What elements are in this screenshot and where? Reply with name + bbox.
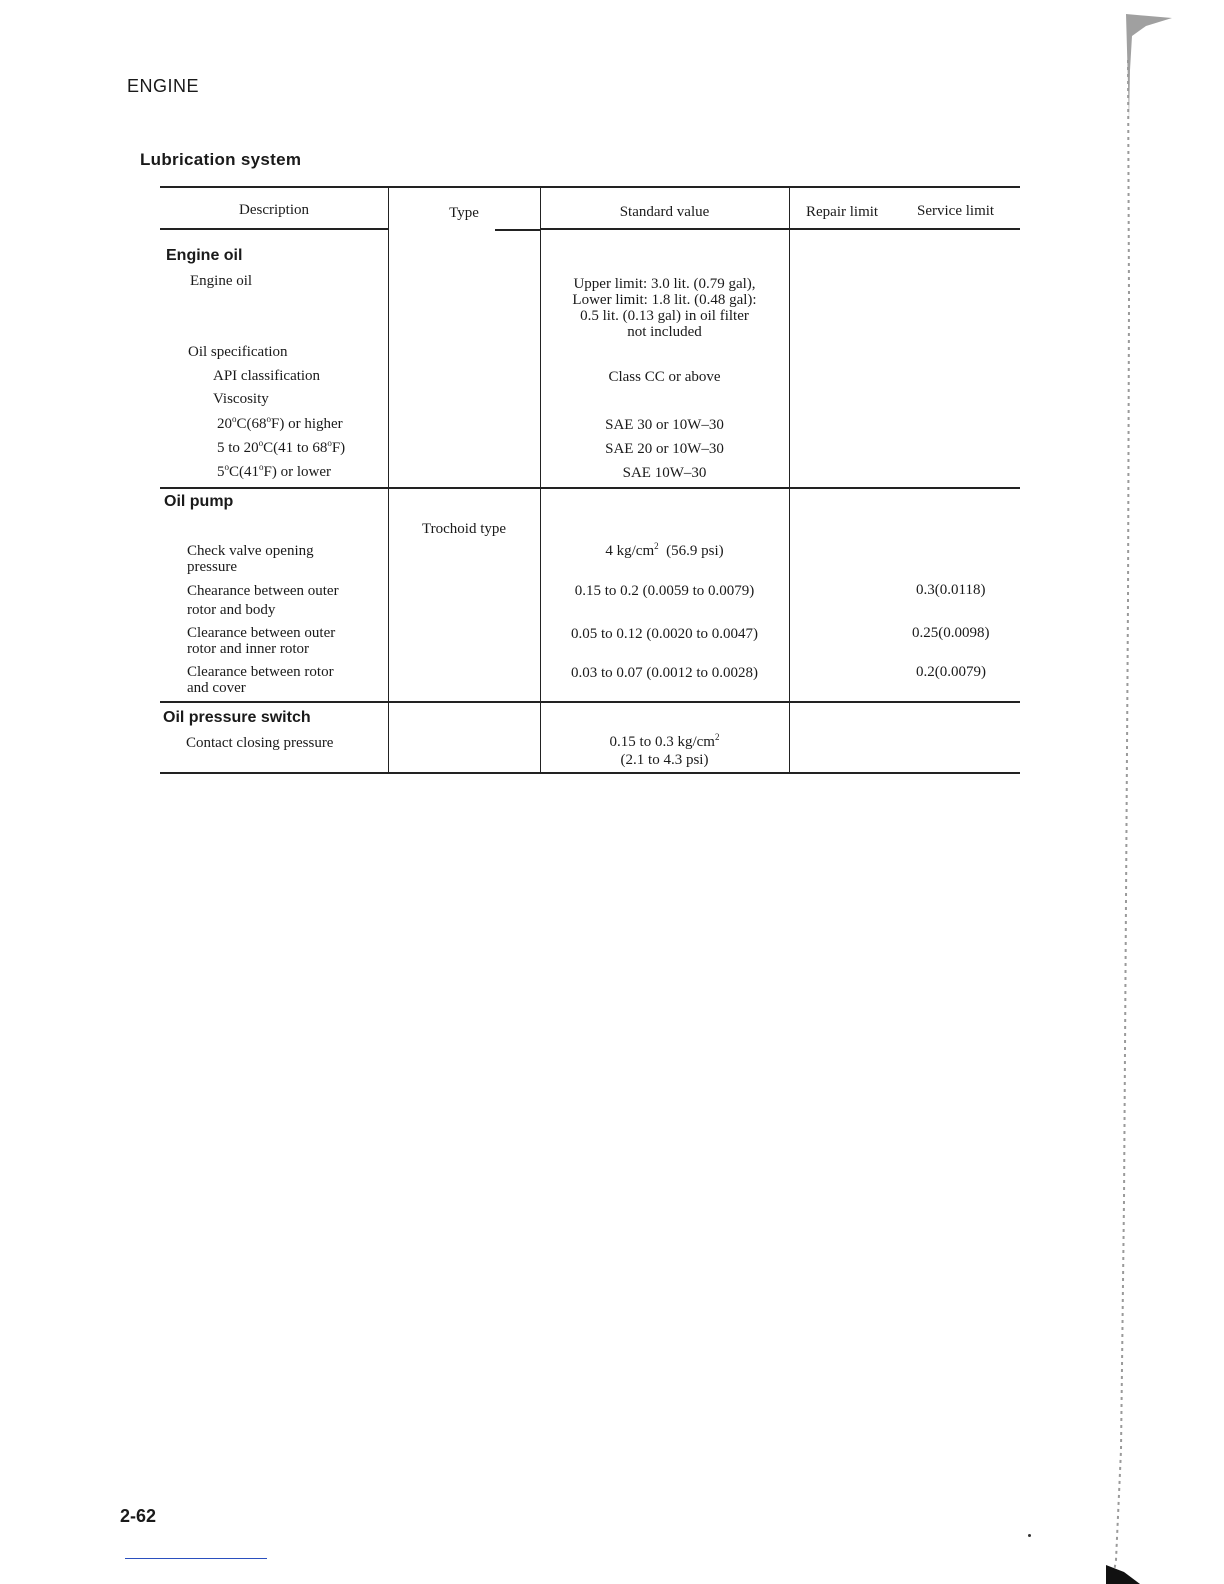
scanned-page-edge [1096,0,1224,1584]
degree-symbol: o [258,438,264,448]
group-title-oil-pressure-switch: Oil pressure switch [163,709,311,726]
table-rule-group [160,487,1020,489]
table-rule-header [160,228,388,230]
value-viscosity-high-temp: SAE 30 or 10W–30 [605,417,724,433]
label-viscosity: Viscosity [213,391,269,407]
label-engine-oil: Engine oil [190,273,253,289]
chapter-title: ENGINE [127,76,200,96]
label-contact-closing-pressure: Contact closing pressure [186,735,334,751]
label-api-classification: API classification [213,368,321,384]
service-limit-outer-rotor-body: 0.3(0.0118) [916,582,986,598]
value-api-classification: Class CC or above [608,369,721,385]
table-col-divider [789,188,790,774]
table-rule-top [160,186,1020,188]
value-oil-pump-type: Trochoid type [421,521,507,537]
bottom-link-line [125,1558,267,1559]
value-rotor-cover-clearance: 0.03 to 0.07 (0.0012 to 0.0028) [570,665,759,681]
col-header-standard-value: Standard value [619,204,710,220]
value-check-valve-pressure: 4 $kg/cm^2$ (56.9 psi) [605,541,724,559]
degree-symbol: o [327,438,332,448]
table-col-divider [388,188,389,774]
col-header-description: Description [239,202,309,218]
value-contact-closing-pressure-psi: (2.1 to 4.3 psi) [620,752,709,768]
spec-table [160,186,1020,776]
table-rule-group [160,701,1020,703]
degree-symbol: o [232,414,237,424]
value-contact-closing-pressure: 0.15 to 0.3 $kg/cm^2$ [609,732,720,750]
value-engine-oil-capacity: Upper limit: 3.0 lit. (0.79 gal), Lower limit: 1.8 lit. (0.48 gal): 0.5 lit. (0.13 gal) in oil filter not included [572,276,757,340]
label-outer-rotor-body-clearance: Chearance between outer rotor and body [187,583,339,618]
value-outer-inner-rotor-clearance: 0.05 to 0.12 (0.0020 to 0.0047) [570,626,759,642]
label-viscosity-mid-temp: 5 to 20$^o$C(41 to 68$^o$F) [217,438,346,456]
group-title-oil-pump: Oil pump [164,493,234,510]
section-title: Lubrication system [140,150,302,169]
degree-symbol: o [266,414,271,424]
label-oil-specification: Oil specification [188,344,288,360]
service-limit-rotor-cover: 0.2(0.0079) [916,664,986,680]
label-rotor-cover-clearance: Clearance between rotor and cover [187,664,334,696]
degree-symbol: o [224,462,229,472]
col-header-service-limit: Service limit [917,203,995,219]
table-rule-header [540,228,1020,230]
value-viscosity-low-temp: SAE 10W–30 [622,465,707,481]
table-rule-bottom [160,772,1020,774]
service-limit-outer-inner-rotor: 0.25(0.0098) [912,625,990,641]
label-outer-inner-rotor-clearance: Clearance between outer rotor and inner rotor [187,625,336,657]
group-title-engine-oil: Engine oil [166,247,243,264]
stray-dot [1028,1534,1031,1537]
col-header-type: Type [449,205,479,221]
col-header-repair-limit: Repair limit [806,204,879,220]
value-outer-rotor-body-clearance: 0.15 to 0.2 (0.0059 to 0.0079) [574,583,755,599]
label-viscosity-low-temp: 5$^o$C(41$^o$F) or lower [217,462,331,480]
label-check-valve-pressure: Check valve opening pressure [187,543,314,575]
degree-symbol: o [259,462,264,472]
value-viscosity-mid-temp: SAE 20 or 10W–30 [605,441,724,457]
label-viscosity-high-temp: 20$^o$C(68$^o$F) or higher [217,414,343,432]
table-rule-header [495,229,540,231]
page-number: 2-62 [120,1506,157,1526]
